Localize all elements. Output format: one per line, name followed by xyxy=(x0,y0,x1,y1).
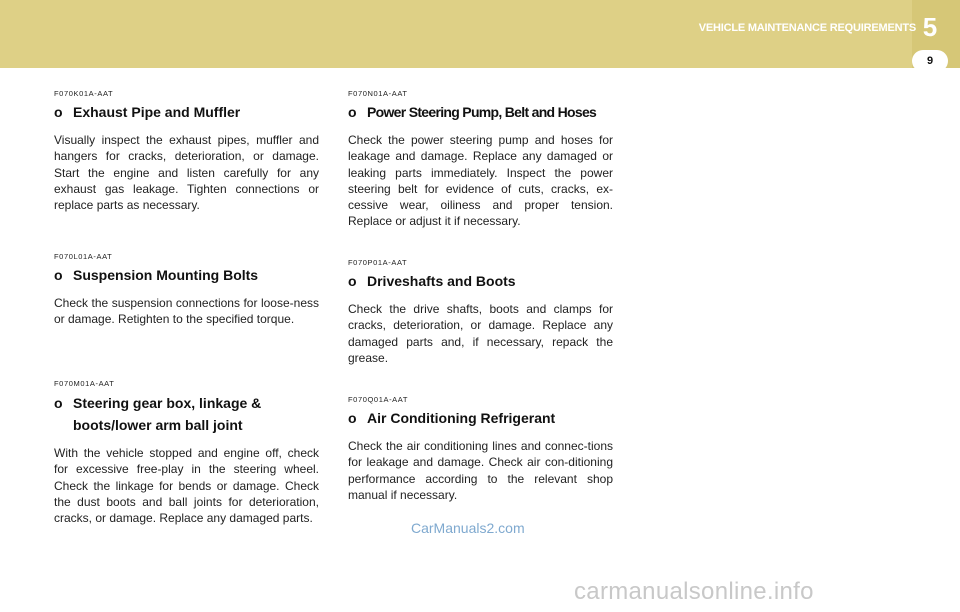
watermark-carmanuals2: CarManuals2.com xyxy=(411,520,525,536)
section-heading-text: Power Steering Pump, Belt and Hoses xyxy=(367,104,597,120)
section-air-conditioning xyxy=(348,395,613,503)
section-suspension-bolts xyxy=(54,252,319,328)
section-code: F070N01A-AAT xyxy=(348,89,408,98)
section-heading xyxy=(54,265,319,286)
section-heading xyxy=(54,392,319,436)
header-title: VEHICLE MAINTENANCE REQUIREMENTS xyxy=(698,22,916,34)
section-heading-text: Air Conditioning Refrigerant xyxy=(367,410,556,426)
section-heading-text: Driveshafts and Boots xyxy=(367,273,516,289)
bullet-marker: o xyxy=(348,104,357,120)
section-heading xyxy=(54,102,319,123)
header-band xyxy=(0,0,960,68)
bullet-marker: o xyxy=(348,410,357,426)
section-code: F070P01A-AAT xyxy=(348,258,408,267)
section-code: F070M01A-AAT xyxy=(54,379,115,388)
section-heading-text: Suspension Mounting Bolts xyxy=(73,267,259,283)
section-body: Check the suspension connections for loose-ness or damage. Retighten to the specified torque. xyxy=(54,296,319,327)
bullet-marker: o xyxy=(54,395,63,411)
section-body: Visually inspect the exhaust pipes, muffler and hangers for cracks, deterioration, or damage. Start the engine and listen carefully for any exhaust gas leakage. Tighten connections or replace parts as necessary. xyxy=(54,133,319,213)
chapter-number: 5 xyxy=(922,12,938,42)
section-heading xyxy=(348,408,613,429)
section-body: Check the power steering pump and hoses for leakage and damage. Replace any damaged or leaking parts immediately. Inspect the power steering belt for evidence of cuts, cracks, ex-cessive wear, oiliness and proper tension. Replace or adjust it if necessary. xyxy=(348,133,613,229)
section-code: F070K01A-AAT xyxy=(54,89,114,98)
section-power-steering xyxy=(348,89,613,230)
bullet-marker: o xyxy=(348,273,357,289)
bullet-marker: o xyxy=(54,104,63,120)
section-driveshafts xyxy=(348,258,613,366)
section-code: F070Q01A-AAT xyxy=(348,395,409,404)
section-body: With the vehicle stopped and engine off, check for excessive free-play in the steering wheel. Check the linkage for bends or damage. Check the dust boots and ball joints for deterioration, cracks, or damage. Replace any damaged parts. xyxy=(54,446,319,526)
section-steering-gear xyxy=(54,379,319,526)
section-body: Check the drive shafts, boots and clamps for cracks, deterioration, or damage. Replace any damaged parts and, if necessary, repack the grease. xyxy=(348,302,613,365)
section-heading xyxy=(348,271,613,292)
page-number: 9 xyxy=(926,55,934,67)
bullet-marker: o xyxy=(54,267,63,283)
watermark-carmanualsonline: carmanualsonline.info xyxy=(574,578,814,605)
section-exhaust-pipe xyxy=(54,89,319,213)
page-badge xyxy=(912,50,948,72)
section-heading-text: Steering gear box, linkage & boots/lower arm ball joint xyxy=(73,395,262,433)
section-heading xyxy=(348,102,613,123)
section-body: Check the air conditioning lines and connec-tions for leakage and damage. Check air con-ditioning performance according to the relevant shop manual if necessary. xyxy=(348,439,613,502)
section-code: F070L01A-AAT xyxy=(54,252,113,261)
section-heading-text: Exhaust Pipe and Muffler xyxy=(73,104,241,120)
